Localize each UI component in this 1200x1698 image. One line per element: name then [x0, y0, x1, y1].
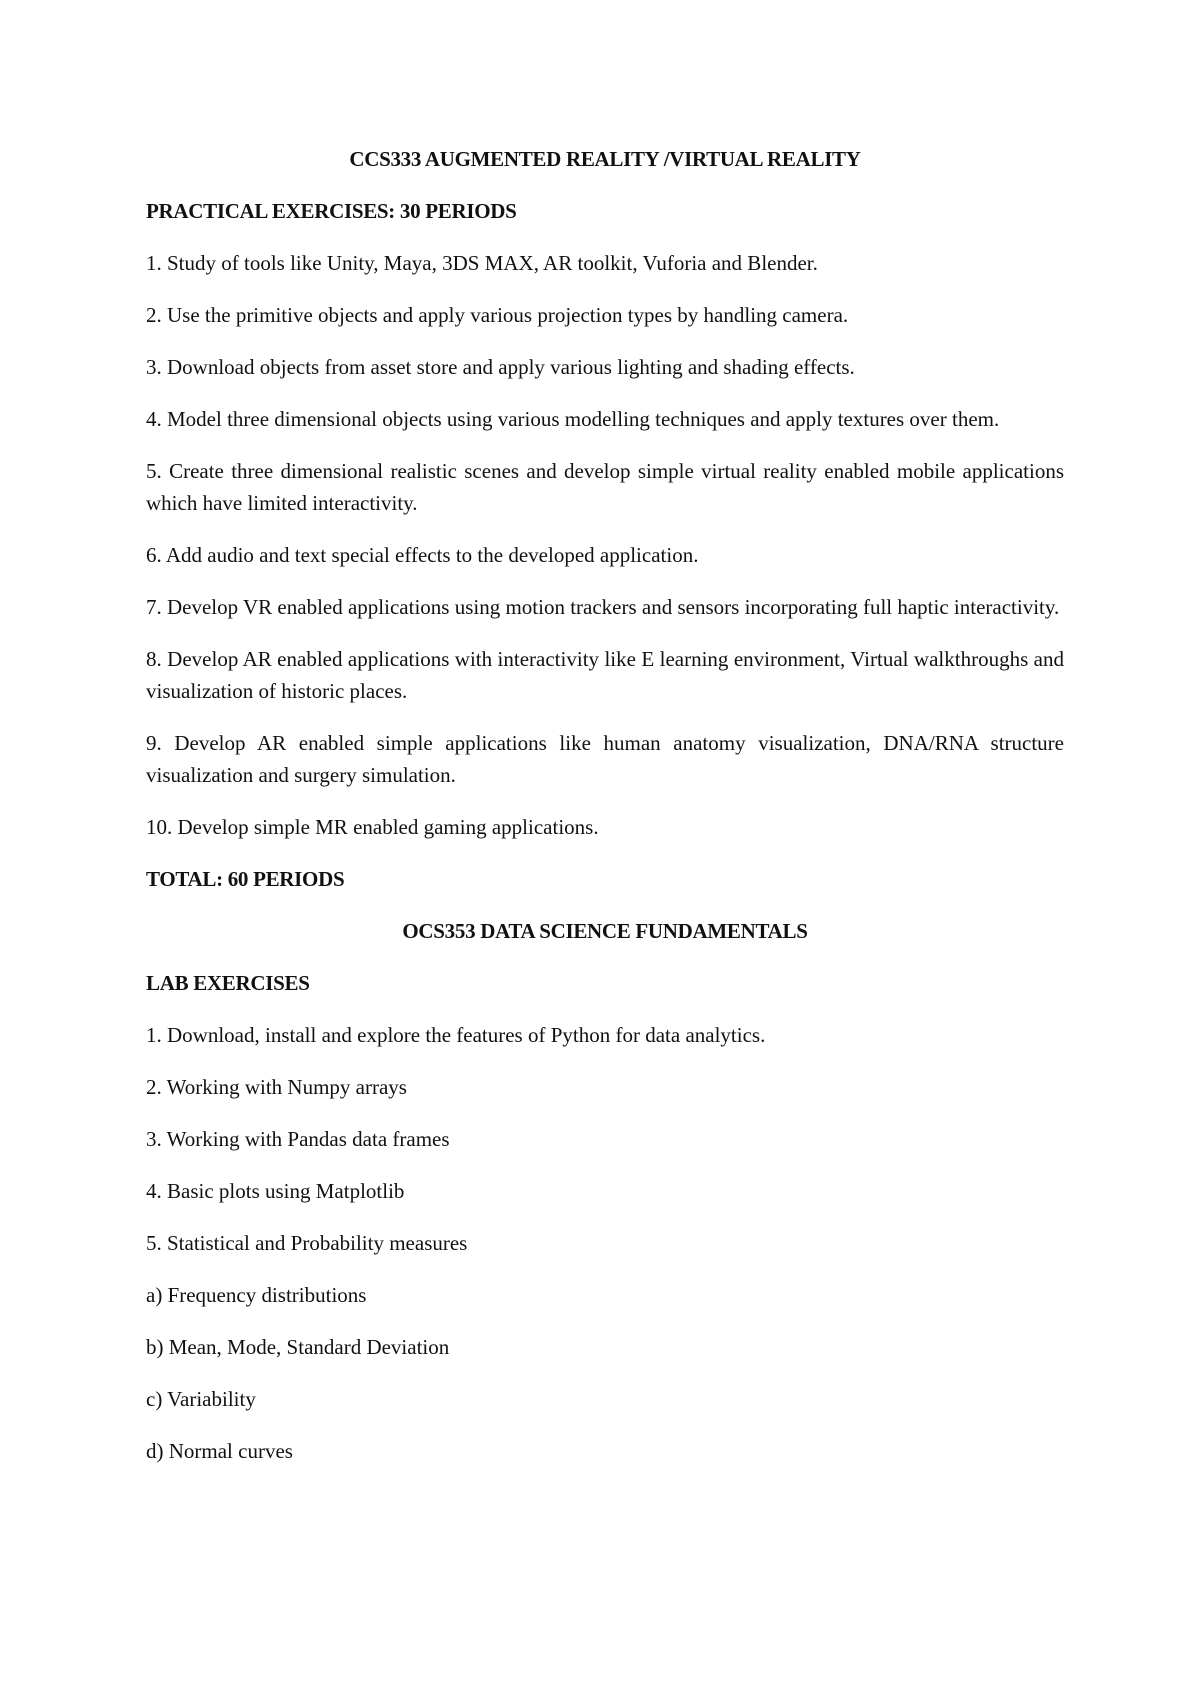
section1-subheading: PRACTICAL EXERCISES: 30 PERIODS — [146, 199, 517, 223]
section1-item-9: 9. Develop AR enabled simple applications like human anatomy visualization, DNA/RNA structure visualization and surgery simulation. — [146, 731, 1064, 787]
section2-item-1: 1. Download, install and explore the features of Python for data analytics. — [146, 1023, 766, 1047]
section1-item-1: 1. Study of tools like Unity, Maya, 3DS MAX, AR toolkit, Vuforia and Blender. — [146, 251, 818, 275]
section1-item-2: 2. Use the primitive objects and apply various projection types by handling camera. — [146, 303, 849, 327]
section1-item-10: 10. Develop simple MR enabled gaming applications. — [146, 815, 599, 839]
section2-item-3: 3. Working with Pandas data frames — [146, 1127, 450, 1151]
document-content — [146, 143, 1064, 1487]
section2-item-5c: c) Variability — [146, 1387, 256, 1411]
section2-title: OCS353 DATA SCIENCE FUNDAMENTALS — [402, 919, 808, 943]
section1-title: CCS333 AUGMENTED REALITY /VIRTUAL REALITY — [349, 147, 861, 171]
section1-item-5: 5. Create three dimensional realistic scenes and develop simple virtual reality enabled mobile applications which have limited interactivity. — [146, 459, 1064, 515]
section2-item-5a: a) Frequency distributions — [146, 1283, 367, 1307]
section2-item-5d: d) Normal curves — [146, 1439, 293, 1463]
section2-subheading: LAB EXERCISES — [146, 971, 310, 995]
section1-item-7: 7. Develop VR enabled applications using motion trackers and sensors incorporating full haptic interactivity. — [146, 595, 1060, 619]
section1-item-6: 6. Add audio and text special effects to the developed application. — [146, 543, 699, 567]
section2-item-5b: b) Mean, Mode, Standard Deviation — [146, 1335, 450, 1359]
section1-total: TOTAL: 60 PERIODS — [146, 867, 345, 891]
section1-item-8: 8. Develop AR enabled applications with interactivity like E learning environment, Virtual walkthroughs and visualization of historic places. — [146, 647, 1064, 703]
section1-item-4: 4. Model three dimensional objects using various modelling techniques and apply textures over them. — [146, 407, 1000, 431]
section2-item-4: 4. Basic plots using Matplotlib — [146, 1179, 405, 1203]
section1-item-3: 3. Download objects from asset store and apply various lighting and shading effects. — [146, 355, 855, 379]
section2-item-2: 2. Working with Numpy arrays — [146, 1075, 407, 1099]
section2-item-5: 5. Statistical and Probability measures — [146, 1231, 468, 1255]
